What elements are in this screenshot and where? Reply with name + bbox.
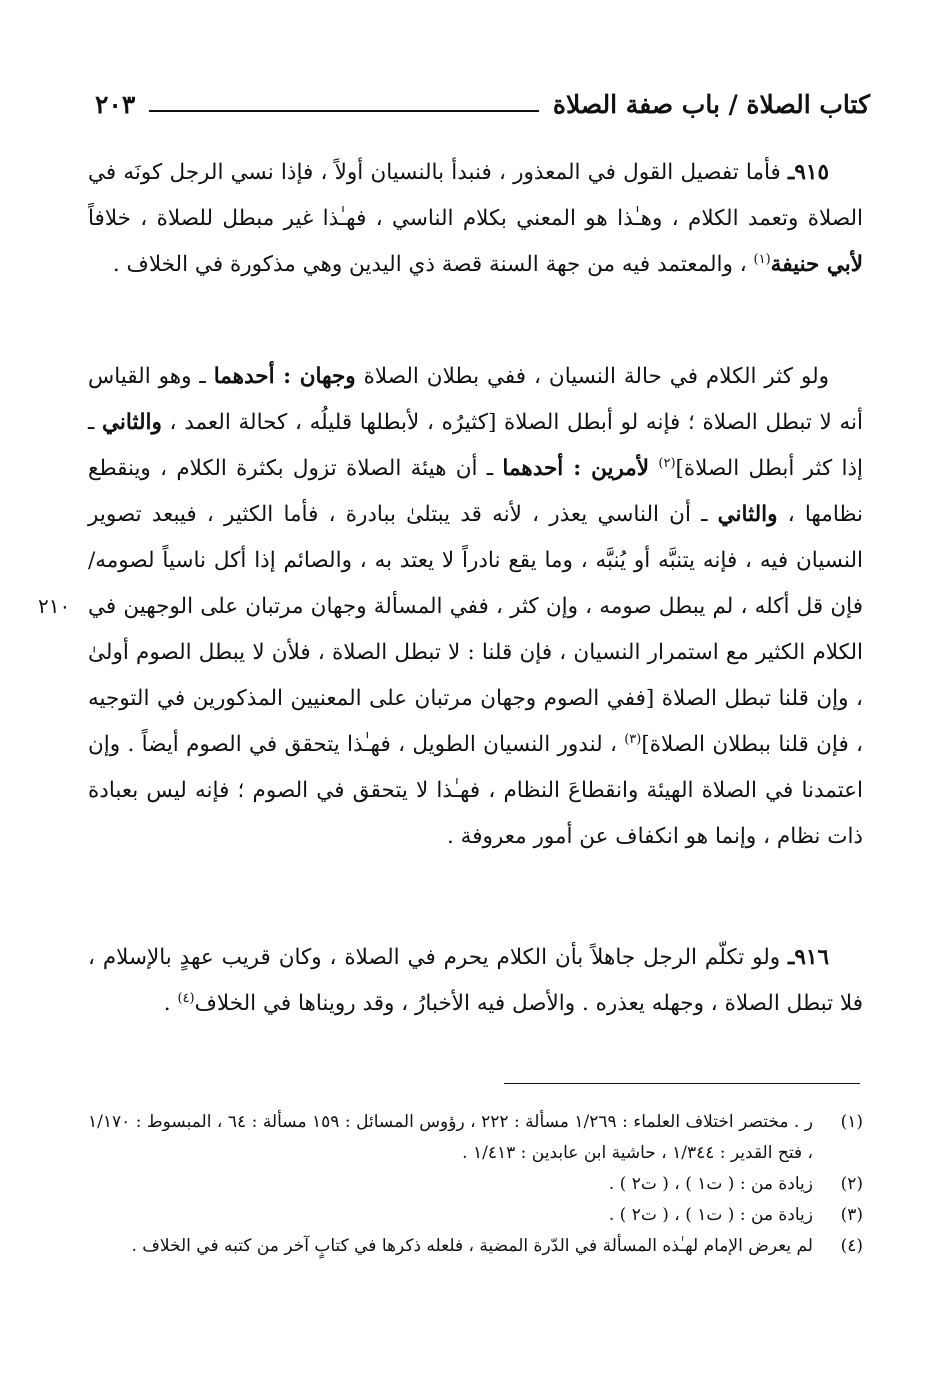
paragraph-915: ٩١٥ـ فأما تفصيل القول في المعذور ، فنبدأ بالنسيان أولاً ، فإذا نسي الرجل كونَه في الصلاة وتعمد الكلام ، وهـٰذا هو المعني بكلام الناسي ، فهـٰذا غير مبطل للصلاة ، خلافاً لأبي حنيفة$^{(١)}$ ، والمعتمد فيه من جهة السنة قصة ذي اليدين وهي مذكورة في الخلاف . (88, 160, 863, 277)
page-number: ٢٠٣ (95, 89, 136, 119)
paragraph-number: ٩١٦ـ (788, 945, 829, 970)
paragraph-forgetfulness: ولو كثر الكلام في حالة النسيان ، ففي بطلان الصلاة وجهان : أحدهما ـ وهو القياس أنه لا تبطل الصلاة ؛ فإنه لو أبطل الصلاة [كثيرُه ، لأبطلها قليلُه ، كحالة العمد ، والثاني ـ إذا كثر أبطل الصلاة]$^{(٢)}$ لأمرين : أحدهما ـ أن هيئة الصلاة تزول بكثرة الكلام ، وينقطع نظامها ، والثاني ـ أن الناسي يعذر ، لأنه قد يبتلىٰ ببادرة ، فأما الكثير ، فيبعد تصوير النسيان فيه ، فإنه يتنبَّه أو يُنبَّه ، وما يقع نادراً لا يعتد به ، والصائم إذا أكل ناسياً لصومه/ فإن قل أكله ، لم يبطل صومه ، وإن كثر ، ففي المسألة وجهان مرتبان على الوجهين في الكلام الكثير مع استمرار النسيان ، فإن قلنا : لا تبطل الصلاة ، فلأن لا يبطل الصوم أولىٰ ، وإن قلنا تبطل الصلاة [ففي الصوم وجهان مرتبان على المعنيين المذكورين في التوجيه ، فإن قلنا ببطلان الصلاة]$^{(٣)}$ ، لندور النسيان الطويل ، فهـٰذا يتحقق في الصوم أيضاً . وإن اعتمدنا في الصلاة الهيئة وانقطاعَ النظام ، فهـٰذا لا يتحقق في الصوم ؛ فإنه ليس بعبادة ذات نظام ، وإنما هو انكفاف عن أمور معروفة . (88, 364, 864, 849)
header-rule (149, 110, 539, 112)
footnote-ref[interactable]: (٤) (177, 990, 195, 1006)
footnote-ref[interactable]: (٢) (658, 455, 676, 471)
paragraph-916: ٩١٦ـ ولو تكلّم الرجل جاهلاً بأن الكلام يحرم في الصلاة ، وكان قريب عهدٍ بالإسلام ، فلا تبطل الصلاة ، وجهله يعذره . والأصل فيه الأخبارُ ، وقد رويناها في الخلاف$^{(٤)}$ . (88, 945, 863, 1016)
footnotes (88, 1107, 863, 1262)
bold-term: لأبي حنيفة (770, 252, 863, 277)
bold-term: والثاني (717, 502, 778, 527)
footnote-separator (504, 1083, 860, 1084)
footnote-3: (٣) زيادة من : ( ت١ ) ، ( ت٢ ) . (608, 1205, 863, 1225)
bold-term: لأمرين : أحدهما (502, 456, 650, 481)
footnote-ref[interactable]: (١) (753, 251, 771, 267)
chapter-title: كتاب الصلاة / باب صفة الصلاة (552, 89, 870, 119)
paragraph-number: ٩١٥ـ (788, 160, 829, 185)
footnote-1: (١) ر . مختصر اختلاف العلماء : ١/٢٦٩ مسألة : ٢٢٢ ، رؤوس المسائل : ١٥٩ مسألة : ٦٤ ، المبسوط : ١/١٧٠ ، فتح القدير : ١/٣٤٤ ، حاشية ابن عابدين : ١/٤١٣ . (88, 1112, 863, 1163)
footnote-ref[interactable]: (٣) (624, 731, 642, 747)
bold-term: وجهان : أحدهما (213, 364, 356, 389)
manuscript-folio-marker: ٢١٠ (38, 594, 71, 618)
footnote-2: (٢) زيادة من : ( ت١ ) ، ( ت٢ ) . (608, 1174, 863, 1194)
running-header (95, 84, 870, 124)
footnote-4: (٤) لم يعرض الإمام لهـٰذه المسألة في الدّرة المضية ، فلعله ذكرها في كتابٍ آخر من كتبه في الخلاف . (131, 1236, 863, 1256)
bold-term: والثاني (102, 410, 162, 435)
